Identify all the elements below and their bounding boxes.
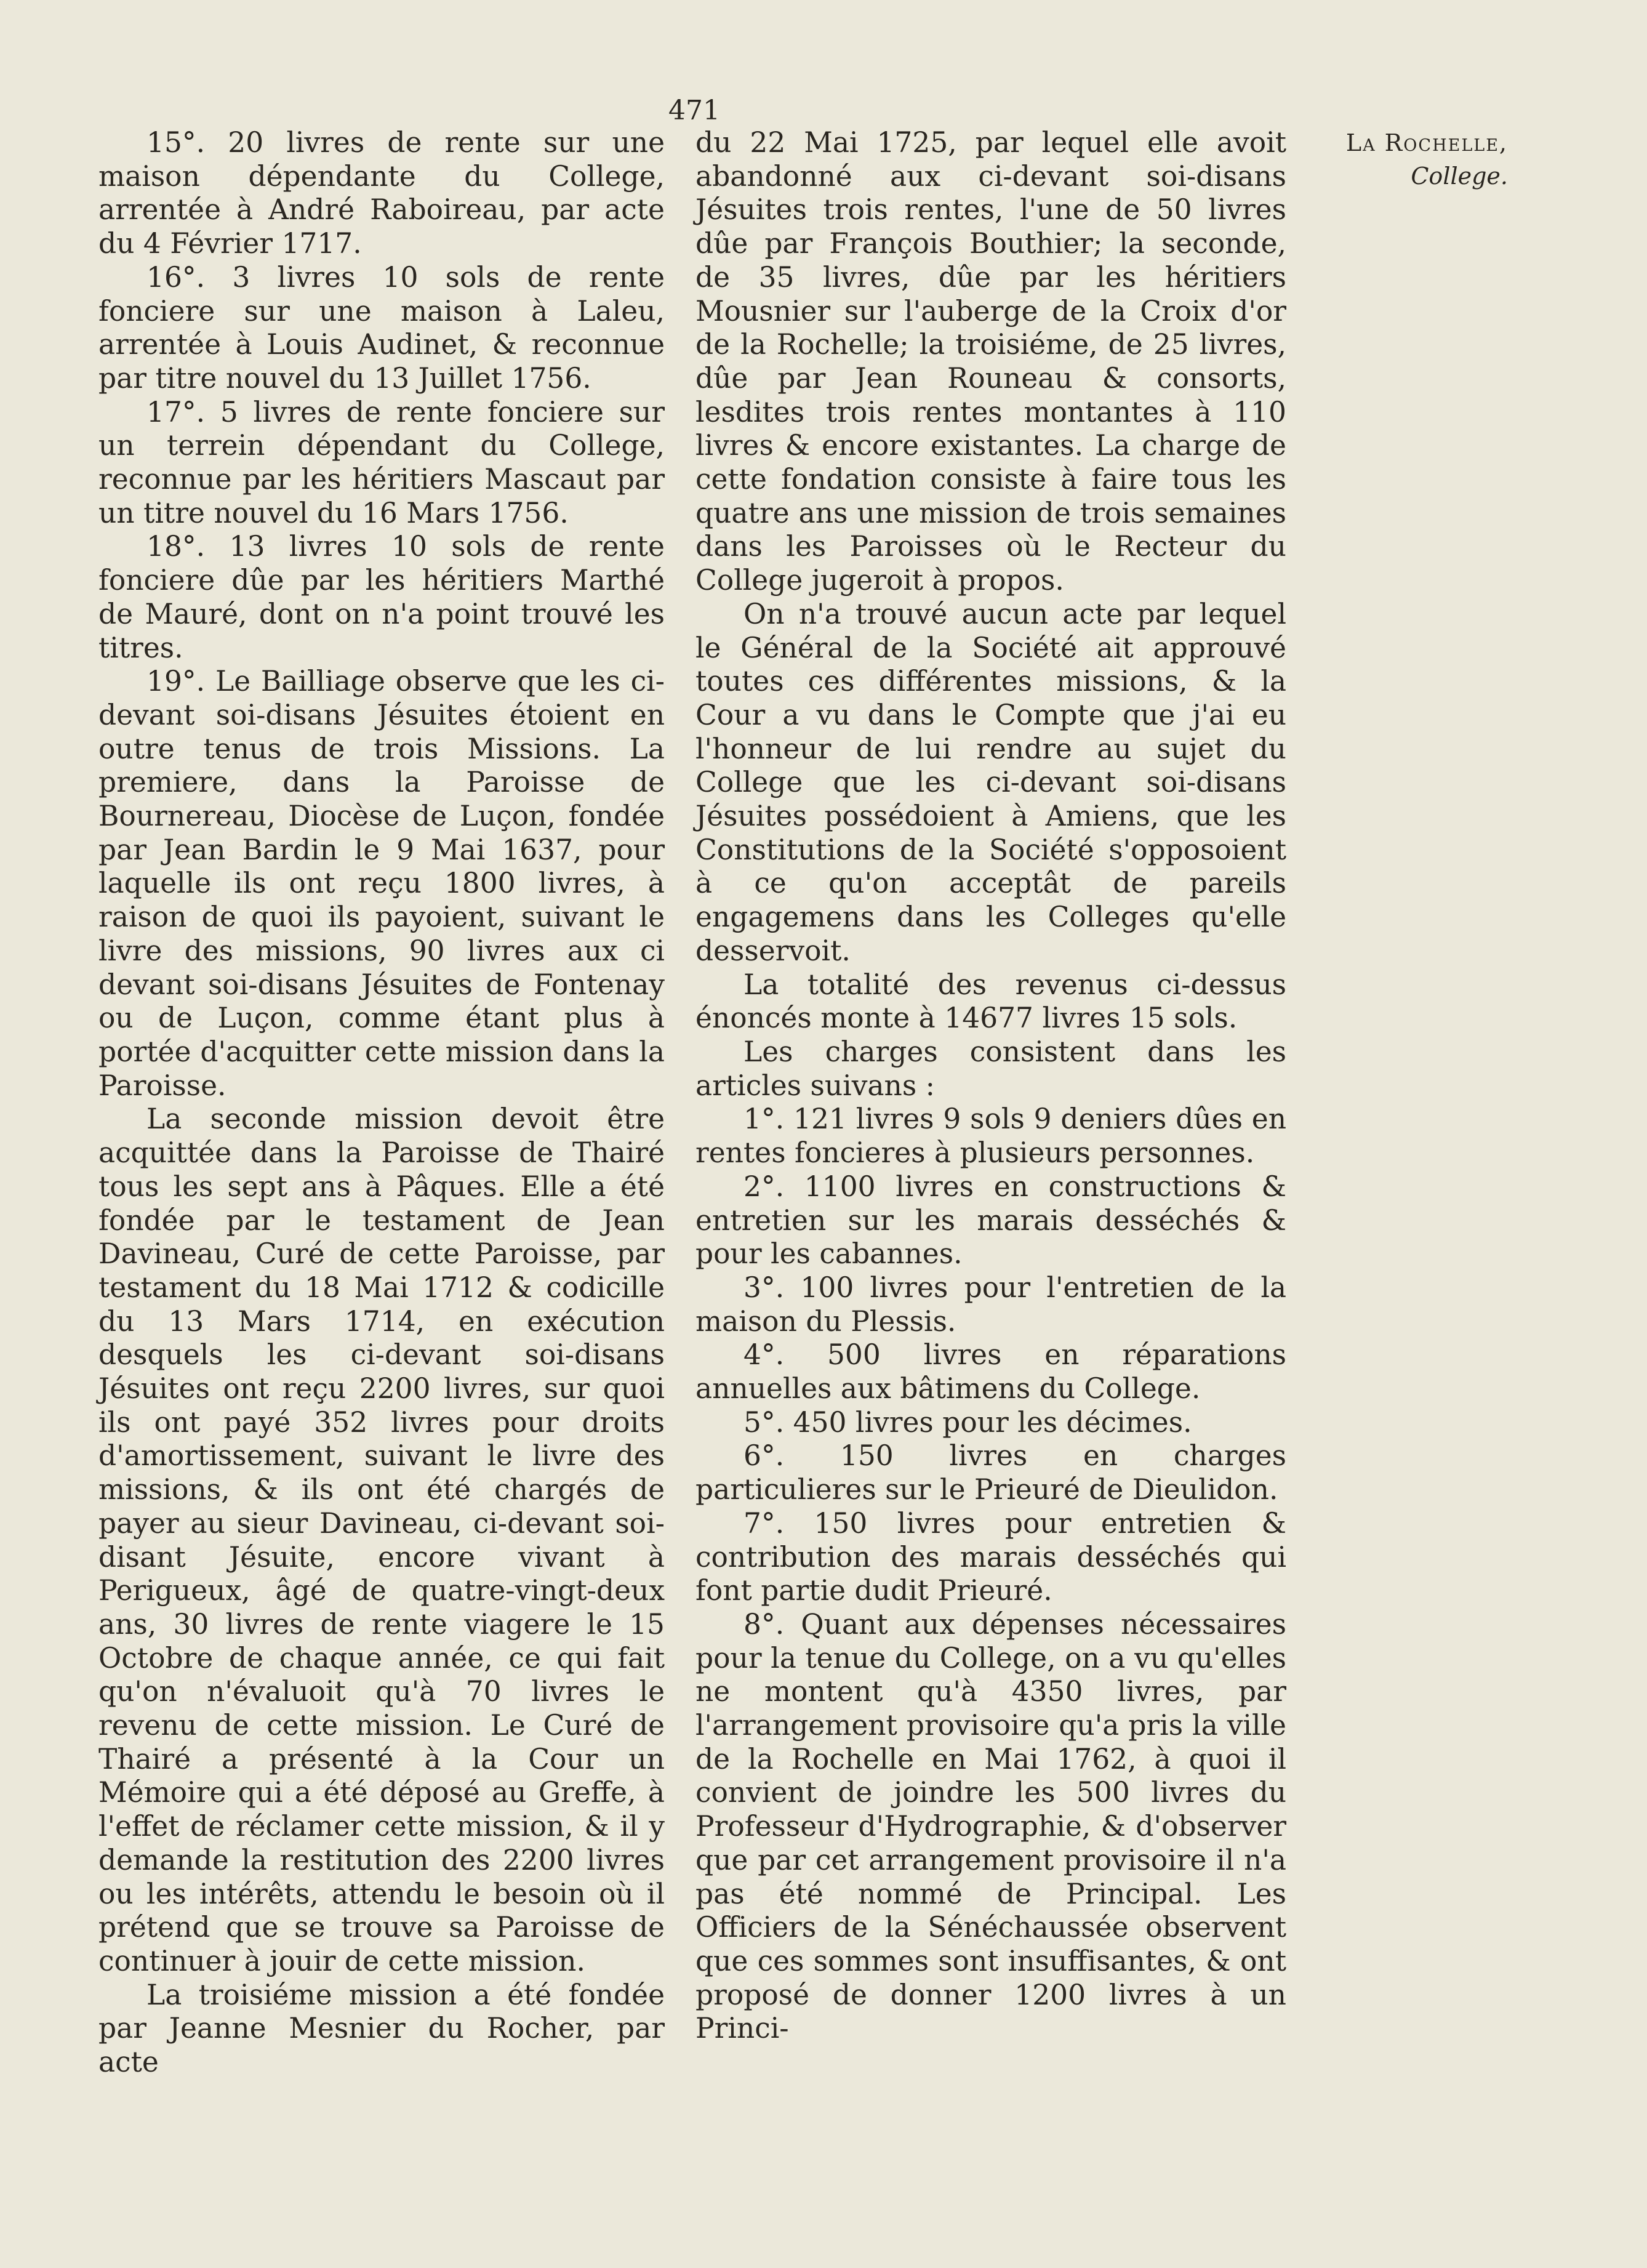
paragraph: On n'a trouvé aucun acte par lequel le Général de la Société ait approuvé toutes ces différentes missions, & la Cour a vu dans le Compte que j'ai eu l'honneur de lui rendre au sujet du College que les ci-devant soi-disans Jésuites possédoient à Amiens, que les Constitutions de la Société s'opposoient à ce qu'on acceptât de pareils engagemens dans les Colleges qu'elle desservoit. <box>695 597 1286 967</box>
list-item: 1°. 121 livres 9 sols 9 deniers dûes en rentes foncieres à plusieurs personnes. <box>695 1103 1286 1170</box>
list-item: 7°. 150 livres pour entretien & contribution des marais desséchés qui font partie dudit Prieuré. <box>695 1506 1286 1607</box>
margin-note <box>1299 126 1508 193</box>
list-item: 6°. 150 livres en charges particulieres sur le Prieuré de Dieulidon. <box>695 1439 1286 1506</box>
list-item: 8°. Quant aux dépenses nécessaires pour la tenue du College, on a vu qu'elles ne montent qu'à 4350 livres, par l'arrangement provisoire qu'a pris la ville de la Rochelle en Mai 1762, à quoi il convient de joindre les 500 livres du Professeur d'Hydrographie, & d'observer que par cet arrangement provisoire il n'a pas été nommé de Principal. Les Officiers de la Sénéchaussée observent que ces sommes sont insuffisantes, & ont proposé de donner 1200 livres à un Princi- <box>695 1607 1286 2045</box>
list-item: 5°. 450 livres pour les décimes. <box>743 1405 1192 1439</box>
right-column <box>695 126 1286 2046</box>
list-item: 2°. 1100 livres en constructions & entretien sur les marais desséchés & pour les cabannes. <box>695 1170 1286 1271</box>
paragraph: 15°. 20 livres de rente sur une maison dépendante du College, arrentée à André Raboireau, par acte du 4 Février 1717. <box>98 126 665 260</box>
left-column <box>98 126 665 2080</box>
page-number: 471 <box>668 95 720 126</box>
paragraph: 17°. 5 livres de rente fonciere sur un terrein dépendant du College, reconnue par les héritiers Mascaut par un titre nouvel du 16 Mars 1756. <box>98 395 665 529</box>
margin-note-town: La Rochelle, <box>1345 129 1508 156</box>
list-item: 4°. 500 livres en réparations annuelles aux bâtimens du College. <box>695 1338 1286 1405</box>
paragraph: La seconde mission devoit être acquittée dans la Paroisse de Thairé tous les sept ans à Pâques. Elle a été fondée par le testament de Jean Davineau, Curé de cette Paroisse, par testament du 18 Mai 1712 & codicille du 13 Mars 1714, en exécution desquels les ci-devant soi-disans Jésuites ont reçu 2200 livres, sur quoi ils ont payé 352 livres pour droits d'amortissement, suivant le livre des missions, & ils ont été chargés de payer au sieur Davineau, ci-devant soi-disant Jésuite, encore vivant à Perigueux, âgé de quatre-vingt-deux ans, 30 livres de rente viagere le 15 Octobre de chaque année, ce qui fait qu'on n'évaluoit qu'à 70 livres le revenu de cette mission. Le Curé de Thairé a présenté à la Cour un Mémoire qui a été déposé au Greffe, à l'effet de réclamer cette mission, & il y demande la restitution des 2200 livres ou les intérêts, attendu le besoin où il prétend que se trouve sa Paroisse de continuer à jouir de cette mission. <box>98 1103 665 1977</box>
paragraph: 19°. Le Bailliage observe que les ci-devant soi-disans Jésuites étoient en outre tenus de trois Missions. La premiere, dans la Paroisse de Bournereau, Diocèse de Luçon, fondée par Jean Bardin le 9 Mai 1637, pour laquelle ils ont reçu 1800 livres, à raison de quoi ils payoient, suivant le livre des missions, 90 livres aux ci devant soi-disans Jésuites de Fontenay ou de Luçon, comme étant plus à portée d'acquitter cette mission dans la Paroisse. <box>98 665 665 1102</box>
paragraph: 18°. 13 livres 10 sols de rente fonciere dûe par les héritiers Marthé de Mauré, dont on n'a point trouvé les titres. <box>98 530 665 664</box>
list-item: 3°. 100 livres pour l'entretien de la maison du Plessis. <box>695 1271 1286 1338</box>
paragraph: La totalité des revenus ci-dessus énoncés monte à 14677 livres 15 sols. <box>695 968 1286 1035</box>
paragraph: La troisiéme mission a été fondée par Jeanne Mesnier du Rocher, par acte <box>98 1978 665 2079</box>
paragraph: du 22 Mai 1725, par lequel elle avoit abandonné aux ci-devant soi-disans Jésuites trois rentes, l'une de 50 livres dûe par François Bouthier; la seconde, de 35 livres, dûe par les héritiers Mousnier sur l'auberge de la Croix d'or de la Rochelle; la troisiéme, de 25 livres, dûe par Jean Rouneau & consorts, lesdites trois rentes montantes à 110 livres & encore existantes. La charge de cette fondation consiste à faire tous les quatre ans une mission de trois semaines dans les Paroisses où le Recteur du College jugeroit à propos. <box>695 126 1286 597</box>
margin-note-institution: College. <box>1411 163 1508 190</box>
paragraph: Les charges consistent dans les articles suivans : <box>695 1035 1286 1102</box>
paragraph: 16°. 3 livres 10 sols de rente fonciere sur une maison à Laleu, arrentée à Louis Audinet, & reconnue par titre nouvel du 13 Juillet 1756. <box>98 260 665 395</box>
